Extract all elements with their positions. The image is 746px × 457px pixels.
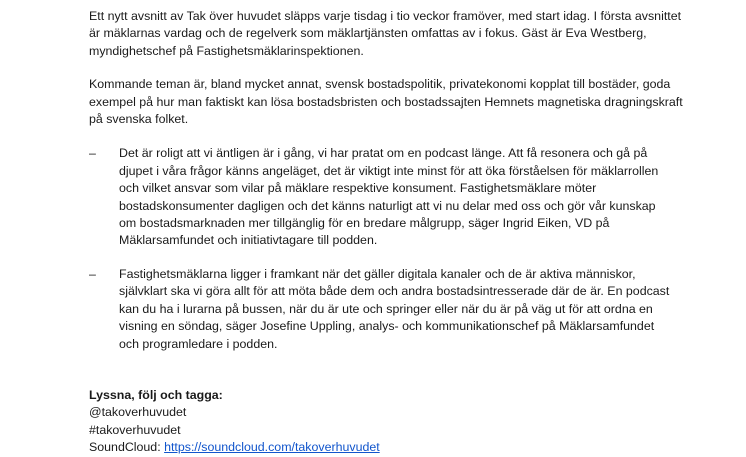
quote-dash: –	[89, 146, 96, 161]
quote-text: Fastighetsmäklarna ligger i framkant när det gäller digitala kanaler och de är aktiva människor, självklart ska vi göra allt för att möta både dem och andra bostadsintresserade där de är. En podcast kan du ha i lurarna på bussen, när du är ute och springer eller när du är på väg ut för att ordna en visning en söndag, säger Josefine Uppling, analys- och kommunikationschef på Mäklarsamfundet och programledare i podden.	[119, 266, 670, 351]
intro-paragraph: Ett nytt avsnitt av Tak över huvudet släpps varje tisdag i tio veckor framöver, med start idag. I första avsnittet är mäklarnas vardag och de regelverk som mäklartjänsten omfattas av i fokus. Gäst är Eva Westberg, myndighetschef på Fastighetsmäklarinspektionen.	[89, 9, 682, 58]
press-release-body	[89, 8, 689, 457]
quote-dash: –	[89, 266, 96, 281]
hashtag: #takoverhuvudet	[89, 422, 181, 437]
social-handle: @takoverhuvudet	[89, 405, 187, 420]
quote-text: Det är roligt att vi äntligen är i gång, vi har pratat om en podcast länge. Att få resonera och gå på djupet i våra frågor känns angeläget, det är viktigt inte minst för att öka förståelsen för mäklarrollen och vilket ansvar som vilar på mäklare respektive konsument. Fastighetsmäklare möter bostadskonsumenter dagligen och det känns naturligt att vi nu delar med oss och gör vår kunskap om bostadsmarknaden mer tillgänglig för en bredare målgrupp, säger Ingrid Eiken, VD på Mäklarsamfundet och initiativtagare till podden.	[119, 146, 659, 248]
themes-paragraph: Kommande teman är, bland mycket annat, svensk bostadspolitik, privatekonomi kopplat till bostäder, goda exempel på hur man faktiskt kan lösa bostadsbristen och bostadssajten Hemnets magnetiska dragningskraft på svenska folket.	[89, 77, 683, 127]
listen-section	[89, 387, 689, 457]
soundcloud-link[interactable]: https://soundcloud.com/takoverhuvudet	[164, 440, 380, 455]
soundcloud-line	[89, 439, 689, 456]
listen-heading: Lyssna, följ och tagga:	[89, 387, 223, 402]
soundcloud-label: SoundCloud:	[89, 440, 165, 455]
quote-ingrid-eiken	[89, 145, 670, 249]
quote-josefine-uppling	[89, 266, 670, 353]
